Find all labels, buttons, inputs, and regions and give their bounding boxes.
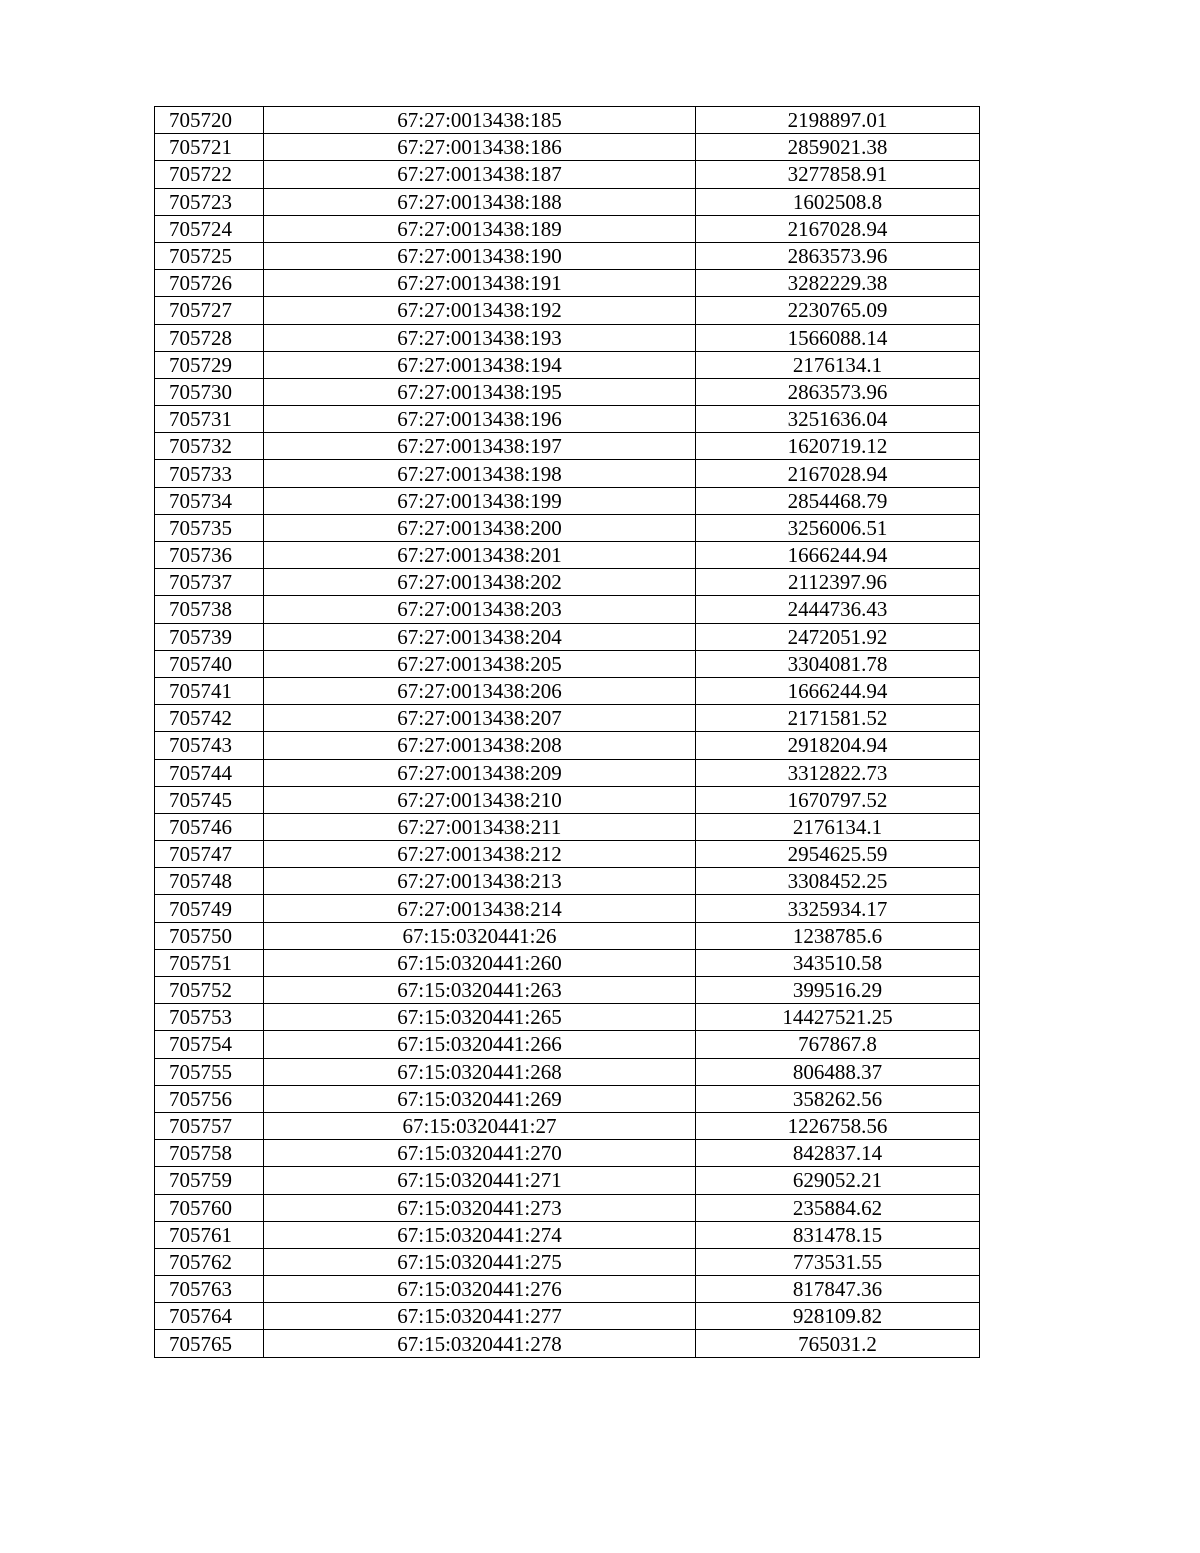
cadastral-number-cell: 67:27:0013438:203 [264,596,696,623]
cadastral-number-cell: 67:27:0013438:199 [264,487,696,514]
cadastral-value-cell: 2167028.94 [696,215,980,242]
table-row [155,705,980,732]
cadastral-number-cell: 67:27:0013438:206 [264,677,696,704]
row-number-cell: 705753 [155,1004,264,1031]
cadastral-value-cell: 3282229.38 [696,270,980,297]
row-number-cell: 705723 [155,188,264,215]
table-row [155,949,980,976]
table-row [155,514,980,541]
row-number-cell: 705727 [155,297,264,324]
row-number-cell: 705722 [155,161,264,188]
table-row [155,623,980,650]
table-row [155,487,980,514]
cadastral-value-cell: 1666244.94 [696,542,980,569]
table-row [155,270,980,297]
cadastral-number-cell: 67:27:0013438:204 [264,623,696,650]
cadastral-number-cell: 67:27:0013438:188 [264,188,696,215]
cadastral-number-cell: 67:27:0013438:212 [264,841,696,868]
cadastral-value-cell: 2918204.94 [696,732,980,759]
row-number-cell: 705737 [155,569,264,596]
table-row [155,569,980,596]
cadastral-number-cell: 67:27:0013438:196 [264,406,696,433]
cadastral-number-cell: 67:15:0320441:277 [264,1303,696,1330]
cadastral-value-cell: 1670797.52 [696,786,980,813]
cadastral-number-cell: 67:15:0320441:278 [264,1330,696,1357]
row-number-cell: 705764 [155,1303,264,1330]
row-number-cell: 705724 [155,215,264,242]
cadastral-value-cell: 2176134.1 [696,351,980,378]
cadastral-number-cell: 67:15:0320441:263 [264,977,696,1004]
row-number-cell: 705763 [155,1276,264,1303]
cadastral-value-cell: 358262.56 [696,1085,980,1112]
table-row [155,895,980,922]
cadastral-number-cell: 67:15:0320441:260 [264,949,696,976]
table-row [155,324,980,351]
cadastral-number-cell: 67:27:0013438:200 [264,514,696,541]
cadastral-number-cell: 67:27:0013438:211 [264,813,696,840]
table-row [155,242,980,269]
row-number-cell: 705747 [155,841,264,868]
table-row [155,107,980,134]
table-row [155,460,980,487]
row-number-cell: 705735 [155,514,264,541]
cadastral-number-cell: 67:27:0013438:189 [264,215,696,242]
row-number-cell: 705739 [155,623,264,650]
cadastral-value-cell: 817847.36 [696,1276,980,1303]
table-row [155,1058,980,1085]
cadastral-number-cell: 67:15:0320441:26 [264,922,696,949]
cadastral-number-cell: 67:27:0013438:195 [264,378,696,405]
cadastral-value-table [154,106,980,1358]
table-row [155,650,980,677]
table-row [155,351,980,378]
cadastral-value-cell: 3277858.91 [696,161,980,188]
table-row [155,188,980,215]
cadastral-number-cell: 67:27:0013438:208 [264,732,696,759]
cadastral-number-cell: 67:27:0013438:193 [264,324,696,351]
cadastral-value-cell: 831478.15 [696,1221,980,1248]
cadastral-value-cell: 1226758.56 [696,1112,980,1139]
cadastral-value-cell: 1566088.14 [696,324,980,351]
row-number-cell: 705720 [155,107,264,134]
row-number-cell: 705743 [155,732,264,759]
table-row [155,1221,980,1248]
cadastral-value-cell: 2230765.09 [696,297,980,324]
row-number-cell: 705738 [155,596,264,623]
cadastral-value-cell: 1238785.6 [696,922,980,949]
table-row [155,1031,980,1058]
cadastral-value-cell: 2176134.1 [696,813,980,840]
cadastral-value-cell: 2854468.79 [696,487,980,514]
table-row [155,868,980,895]
row-number-cell: 705760 [155,1194,264,1221]
row-number-cell: 705725 [155,242,264,269]
cadastral-value-cell: 806488.37 [696,1058,980,1085]
cadastral-number-cell: 67:15:0320441:27 [264,1112,696,1139]
table-row [155,677,980,704]
table-row [155,1248,980,1275]
cadastral-number-cell: 67:27:0013438:210 [264,786,696,813]
row-number-cell: 705751 [155,949,264,976]
cadastral-value-cell: 2112397.96 [696,569,980,596]
row-number-cell: 705748 [155,868,264,895]
cadastral-value-cell: 1666244.94 [696,677,980,704]
row-number-cell: 705750 [155,922,264,949]
row-number-cell: 705734 [155,487,264,514]
cadastral-value-cell: 2863573.96 [696,242,980,269]
row-number-cell: 705721 [155,134,264,161]
table-row [155,1303,980,1330]
row-number-cell: 705732 [155,433,264,460]
row-number-cell: 705765 [155,1330,264,1357]
table-row [155,596,980,623]
cadastral-number-cell: 67:15:0320441:270 [264,1140,696,1167]
cadastral-number-cell: 67:27:0013438:187 [264,161,696,188]
table-row [155,406,980,433]
cadastral-value-cell: 773531.55 [696,1248,980,1275]
cadastral-number-cell: 67:27:0013438:202 [264,569,696,596]
table-row [155,922,980,949]
cadastral-value-cell: 767867.8 [696,1031,980,1058]
cadastral-value-cell: 3256006.51 [696,514,980,541]
row-number-cell: 705736 [155,542,264,569]
cadastral-number-cell: 67:15:0320441:265 [264,1004,696,1031]
cadastral-number-cell: 67:27:0013438:207 [264,705,696,732]
cadastral-value-cell: 3304081.78 [696,650,980,677]
table-row [155,1004,980,1031]
cadastral-number-cell: 67:15:0320441:271 [264,1167,696,1194]
cadastral-value-cell: 2859021.38 [696,134,980,161]
table-row [155,813,980,840]
cadastral-value-cell: 2863573.96 [696,378,980,405]
row-number-cell: 705761 [155,1221,264,1248]
row-number-cell: 705730 [155,378,264,405]
row-number-cell: 705728 [155,324,264,351]
cadastral-number-cell: 67:15:0320441:275 [264,1248,696,1275]
cadastral-number-cell: 67:27:0013438:205 [264,650,696,677]
table-row [155,977,980,1004]
row-number-cell: 705755 [155,1058,264,1085]
row-number-cell: 705756 [155,1085,264,1112]
row-number-cell: 705744 [155,759,264,786]
table-row [155,841,980,868]
cadastral-value-cell: 2954625.59 [696,841,980,868]
row-number-cell: 705757 [155,1112,264,1139]
table-row [155,378,980,405]
cadastral-value-cell: 3325934.17 [696,895,980,922]
cadastral-number-cell: 67:27:0013438:185 [264,107,696,134]
cadastral-value-cell: 2444736.43 [696,596,980,623]
cadastral-value-cell: 2472051.92 [696,623,980,650]
cadastral-value-cell: 842837.14 [696,1140,980,1167]
row-number-cell: 705742 [155,705,264,732]
row-number-cell: 705726 [155,270,264,297]
cadastral-number-cell: 67:15:0320441:266 [264,1031,696,1058]
cadastral-value-cell: 3308452.25 [696,868,980,895]
table-row [155,732,980,759]
cadastral-value-cell: 3251636.04 [696,406,980,433]
cadastral-number-cell: 67:27:0013438:213 [264,868,696,895]
row-number-cell: 705731 [155,406,264,433]
row-number-cell: 705758 [155,1140,264,1167]
cadastral-number-cell: 67:27:0013438:209 [264,759,696,786]
cadastral-number-cell: 67:27:0013438:214 [264,895,696,922]
cadastral-number-cell: 67:15:0320441:274 [264,1221,696,1248]
cadastral-number-cell: 67:15:0320441:268 [264,1058,696,1085]
table-row [155,1140,980,1167]
row-number-cell: 705759 [155,1167,264,1194]
cadastral-number-cell: 67:27:0013438:201 [264,542,696,569]
table-row [155,759,980,786]
cadastral-number-cell: 67:27:0013438:198 [264,460,696,487]
table-row [155,542,980,569]
cadastral-number-cell: 67:15:0320441:273 [264,1194,696,1221]
row-number-cell: 705749 [155,895,264,922]
cadastral-number-cell: 67:27:0013438:194 [264,351,696,378]
table-row [155,1330,980,1357]
cadastral-value-cell: 3312822.73 [696,759,980,786]
cadastral-value-cell: 14427521.25 [696,1004,980,1031]
cadastral-value-cell: 343510.58 [696,949,980,976]
row-number-cell: 705762 [155,1248,264,1275]
cadastral-value-cell: 1620719.12 [696,433,980,460]
cadastral-value-cell: 399516.29 [696,977,980,1004]
cadastral-value-cell: 1602508.8 [696,188,980,215]
row-number-cell: 705752 [155,977,264,1004]
table-row [155,786,980,813]
cadastral-number-cell: 67:27:0013438:191 [264,270,696,297]
table-body [155,107,980,1358]
table-row [155,215,980,242]
cadastral-value-cell: 928109.82 [696,1303,980,1330]
cadastral-value-cell: 235884.62 [696,1194,980,1221]
table-row [155,1276,980,1303]
table-row [155,433,980,460]
row-number-cell: 705745 [155,786,264,813]
cadastral-number-cell: 67:15:0320441:269 [264,1085,696,1112]
table-row [155,297,980,324]
table-row [155,1167,980,1194]
cadastral-value-cell: 2171581.52 [696,705,980,732]
table-row [155,161,980,188]
row-number-cell: 705729 [155,351,264,378]
row-number-cell: 705733 [155,460,264,487]
table-row [155,134,980,161]
row-number-cell: 705754 [155,1031,264,1058]
table-row [155,1085,980,1112]
table-row [155,1112,980,1139]
table-row [155,1194,980,1221]
cadastral-number-cell: 67:27:0013438:186 [264,134,696,161]
cadastral-value-cell: 765031.2 [696,1330,980,1357]
row-number-cell: 705741 [155,677,264,704]
cadastral-number-cell: 67:15:0320441:276 [264,1276,696,1303]
cadastral-value-cell: 629052.21 [696,1167,980,1194]
cadastral-number-cell: 67:27:0013438:197 [264,433,696,460]
row-number-cell: 705740 [155,650,264,677]
row-number-cell: 705746 [155,813,264,840]
cadastral-number-cell: 67:27:0013438:192 [264,297,696,324]
cadastral-value-cell: 2167028.94 [696,460,980,487]
cadastral-value-cell: 2198897.01 [696,107,980,134]
cadastral-number-cell: 67:27:0013438:190 [264,242,696,269]
